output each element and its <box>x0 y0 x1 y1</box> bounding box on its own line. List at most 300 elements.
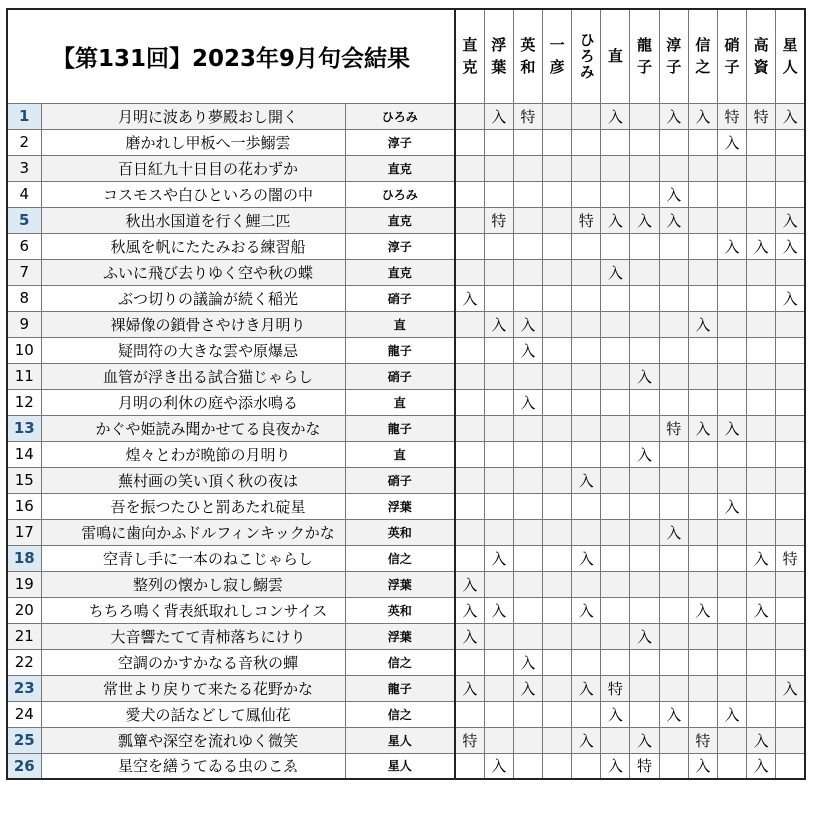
vote-mark <box>688 129 717 155</box>
vote-mark <box>572 701 601 727</box>
vote-mark <box>513 467 542 493</box>
haiku-text: かぐや姫読み聞かせてる良夜かな <box>95 419 321 438</box>
haiku-text: 煌々とわが晩節の月明り <box>125 445 291 464</box>
haiku-text: コスモスや白ひといろの闇の中 <box>102 185 313 204</box>
row-number: 2 <box>7 129 41 155</box>
vote-mark <box>630 259 659 285</box>
author-name: 淳子 <box>345 129 455 155</box>
author-name: 硝子 <box>345 285 455 311</box>
vote-mark <box>601 597 630 623</box>
vote-mark <box>572 649 601 675</box>
vote-mark <box>659 571 688 597</box>
vote-mark <box>484 337 513 363</box>
vote-mark <box>543 519 572 545</box>
haiku-text: 大音響たてて青柿落ちにけり <box>110 627 306 646</box>
haiku-cell <box>41 493 345 519</box>
vote-mark <box>455 389 484 415</box>
vote-mark <box>747 181 776 207</box>
vote-mark: 入 <box>513 337 542 363</box>
vote-mark <box>601 571 630 597</box>
vote-mark: 入 <box>484 597 513 623</box>
row-number: 25 <box>7 727 41 753</box>
judge-header <box>601 9 630 103</box>
author-name: 龍子 <box>345 337 455 363</box>
vote-mark <box>776 441 805 467</box>
vote-mark <box>484 155 513 181</box>
vote-mark <box>455 519 484 545</box>
row-number: 19 <box>7 571 41 597</box>
vote-mark <box>484 259 513 285</box>
vote-mark <box>747 441 776 467</box>
author-name: 直 <box>345 441 455 467</box>
vote-mark <box>455 415 484 441</box>
vote-mark <box>513 519 542 545</box>
vote-mark <box>572 311 601 337</box>
row-number: 4 <box>7 181 41 207</box>
vote-mark <box>484 519 513 545</box>
vote-mark <box>484 233 513 259</box>
vote-mark <box>543 441 572 467</box>
vote-mark <box>601 181 630 207</box>
vote-mark <box>513 415 542 441</box>
row-number: 20 <box>7 597 41 623</box>
vote-mark <box>455 103 484 129</box>
vote-mark <box>484 493 513 519</box>
row-number: 9 <box>7 311 41 337</box>
vote-mark: 入 <box>688 597 717 623</box>
row-number: 5 <box>7 207 41 233</box>
vote-mark <box>455 259 484 285</box>
vote-mark: 入 <box>659 103 688 129</box>
vote-mark <box>484 649 513 675</box>
judge-header <box>455 9 484 103</box>
vote-mark: 入 <box>601 103 630 129</box>
vote-mark <box>455 753 484 779</box>
judge-name-part: 子 <box>666 58 682 77</box>
judge-name-part: 人 <box>782 58 798 77</box>
table-row <box>7 675 805 701</box>
vote-mark <box>572 155 601 181</box>
vote-mark <box>747 207 776 233</box>
author-name: 龍子 <box>345 415 455 441</box>
vote-mark: 入 <box>572 675 601 701</box>
vote-mark: 入 <box>688 103 717 129</box>
judge-header <box>543 9 572 103</box>
haiku-text: 磨かれし甲板へ一歩鰯雲 <box>125 133 291 152</box>
vote-mark <box>717 389 746 415</box>
vote-mark: 入 <box>747 545 776 571</box>
table-row <box>7 623 805 649</box>
haiku-text: ちちろ鳴く背表紙取れしコンサイス <box>88 601 328 620</box>
vote-mark <box>572 103 601 129</box>
haiku-cell <box>41 259 345 285</box>
row-number: 24 <box>7 701 41 727</box>
vote-mark <box>484 415 513 441</box>
vote-mark <box>717 519 746 545</box>
author-name: 信之 <box>345 545 455 571</box>
table-row <box>7 701 805 727</box>
vote-mark <box>630 519 659 545</box>
table-row <box>7 649 805 675</box>
table-row <box>7 519 805 545</box>
vote-mark <box>659 155 688 181</box>
vote-mark <box>630 493 659 519</box>
vote-mark <box>717 337 746 363</box>
vote-mark <box>455 701 484 727</box>
haiku-cell <box>41 545 345 571</box>
vote-mark <box>572 441 601 467</box>
judge-name-part: 葉 <box>491 58 507 77</box>
vote-mark <box>688 207 717 233</box>
vote-mark <box>747 337 776 363</box>
author-name: 硝子 <box>345 363 455 389</box>
vote-mark <box>572 285 601 311</box>
vote-mark <box>513 363 542 389</box>
vote-mark <box>543 545 572 571</box>
haiku-text: 吾を振つたひと罰あたれ碇星 <box>110 497 306 516</box>
vote-mark <box>776 519 805 545</box>
vote-mark: 入 <box>455 597 484 623</box>
vote-mark <box>717 285 746 311</box>
vote-mark <box>717 649 746 675</box>
vote-mark <box>630 285 659 311</box>
vote-mark: 入 <box>717 493 746 519</box>
vote-mark <box>513 129 542 155</box>
vote-mark <box>776 155 805 181</box>
table-row <box>7 545 805 571</box>
haiku-text: ぶつ切りの議論が続く稲光 <box>117 289 298 308</box>
vote-mark <box>601 285 630 311</box>
table-row <box>7 155 805 181</box>
vote-mark: 入 <box>659 207 688 233</box>
vote-mark <box>747 675 776 701</box>
judge-name-part: 一 <box>549 36 565 55</box>
vote-mark: 入 <box>601 207 630 233</box>
vote-mark <box>776 753 805 779</box>
vote-mark <box>717 181 746 207</box>
haiku-text: 空調のかすかなる音秋の蟬 <box>117 653 298 672</box>
haiku-cell <box>41 389 345 415</box>
row-number: 16 <box>7 493 41 519</box>
vote-mark <box>572 415 601 441</box>
haiku-text: 瓢簞や深空を流れゆく微笑 <box>117 731 298 750</box>
row-number: 1 <box>7 103 41 129</box>
vote-mark <box>630 155 659 181</box>
vote-mark <box>688 155 717 181</box>
vote-mark <box>659 311 688 337</box>
vote-mark <box>776 649 805 675</box>
vote-mark <box>776 727 805 753</box>
author-name: 淳子 <box>345 233 455 259</box>
haiku-cell <box>41 519 345 545</box>
vote-mark <box>717 623 746 649</box>
vote-mark <box>747 311 776 337</box>
vote-mark <box>688 441 717 467</box>
author-name: 信之 <box>345 649 455 675</box>
vote-mark <box>513 259 542 285</box>
vote-mark <box>455 441 484 467</box>
judge-header <box>776 9 805 103</box>
vote-mark <box>601 233 630 259</box>
haiku-cell <box>41 207 345 233</box>
vote-mark <box>484 701 513 727</box>
vote-mark <box>630 389 659 415</box>
vote-mark: 入 <box>572 597 601 623</box>
vote-mark: 入 <box>776 285 805 311</box>
vote-mark <box>543 727 572 753</box>
page-title: 【第131回】2023年9月句会結果 <box>7 9 455 103</box>
vote-mark <box>455 363 484 389</box>
haiku-cell <box>41 415 345 441</box>
vote-mark <box>543 623 572 649</box>
author-name: 龍子 <box>345 675 455 701</box>
vote-mark <box>601 363 630 389</box>
vote-mark: 入 <box>776 675 805 701</box>
vote-mark: 入 <box>717 129 746 155</box>
haiku-text: 蕪村画の笑い頂く秋の夜は <box>117 471 298 490</box>
vote-mark <box>747 129 776 155</box>
vote-mark <box>688 259 717 285</box>
judge-name-part: 信 <box>695 36 711 55</box>
vote-mark <box>659 727 688 753</box>
vote-mark <box>601 727 630 753</box>
vote-mark <box>659 597 688 623</box>
haiku-text: 月明に波あり夢殿おし開く <box>117 107 298 126</box>
vote-mark: 入 <box>776 207 805 233</box>
vote-mark <box>717 441 746 467</box>
vote-mark <box>630 181 659 207</box>
haiku-cell <box>41 701 345 727</box>
vote-mark <box>601 441 630 467</box>
haiku-cell <box>41 597 345 623</box>
vote-mark <box>717 311 746 337</box>
vote-mark: 入 <box>484 545 513 571</box>
judge-header <box>747 9 776 103</box>
haiku-cell <box>41 623 345 649</box>
row-number: 15 <box>7 467 41 493</box>
row-number: 26 <box>7 753 41 779</box>
vote-mark <box>688 285 717 311</box>
row-number: 7 <box>7 259 41 285</box>
haiku-text: ふいに飛び去りゆく空や秋の蝶 <box>102 263 313 282</box>
vote-mark <box>455 181 484 207</box>
vote-mark <box>572 623 601 649</box>
author-name: 直克 <box>345 259 455 285</box>
vote-mark <box>543 285 572 311</box>
vote-mark <box>601 389 630 415</box>
vote-mark: 入 <box>776 233 805 259</box>
vote-mark: 入 <box>601 753 630 779</box>
judge-name-part: 彦 <box>549 58 565 77</box>
vote-mark <box>717 467 746 493</box>
vote-mark <box>630 675 659 701</box>
haiku-cell <box>41 649 345 675</box>
vote-mark <box>543 207 572 233</box>
vote-mark <box>776 337 805 363</box>
author-name: 浮葉 <box>345 493 455 519</box>
vote-mark <box>659 467 688 493</box>
vote-mark <box>513 545 542 571</box>
vote-mark <box>543 259 572 285</box>
judge-name-part: 克 <box>462 58 478 77</box>
vote-mark <box>455 545 484 571</box>
judge-name-part: ひろみ <box>577 32 596 81</box>
table-row <box>7 129 805 155</box>
vote-mark <box>572 753 601 779</box>
vote-mark <box>717 259 746 285</box>
table-row <box>7 493 805 519</box>
vote-mark <box>659 129 688 155</box>
haiku-text: 秋出水国道を行く鯉二匹 <box>125 211 291 230</box>
haiku-text: 空青し手に一本のねこじゃらし <box>102 549 313 568</box>
haiku-cell <box>41 675 345 701</box>
author-name: 硝子 <box>345 467 455 493</box>
table-row <box>7 441 805 467</box>
haiku-cell <box>41 155 345 181</box>
haiku-cell <box>41 363 345 389</box>
haiku-cell <box>41 337 345 363</box>
vote-mark <box>659 337 688 363</box>
row-number: 17 <box>7 519 41 545</box>
row-number: 14 <box>7 441 41 467</box>
vote-mark <box>659 363 688 389</box>
vote-mark <box>572 493 601 519</box>
vote-mark: 入 <box>717 233 746 259</box>
vote-mark: 入 <box>688 311 717 337</box>
vote-mark <box>747 155 776 181</box>
vote-mark: 入 <box>747 753 776 779</box>
table-row <box>7 337 805 363</box>
vote-mark <box>688 181 717 207</box>
haiku-text: 百日紅九十日目の花わずか <box>117 159 298 178</box>
vote-mark <box>572 389 601 415</box>
results-table <box>6 8 806 780</box>
vote-mark <box>630 545 659 571</box>
judge-name-part: 直 <box>607 47 623 66</box>
vote-mark: 特 <box>601 675 630 701</box>
haiku-cell <box>41 311 345 337</box>
vote-mark <box>455 207 484 233</box>
judge-name-part: 浮 <box>491 36 507 55</box>
vote-mark <box>513 155 542 181</box>
row-number: 12 <box>7 389 41 415</box>
vote-mark <box>513 207 542 233</box>
vote-mark <box>543 233 572 259</box>
judge-header <box>688 9 717 103</box>
haiku-cell <box>41 727 345 753</box>
judge-name-part: 之 <box>695 58 711 77</box>
vote-mark <box>747 493 776 519</box>
vote-mark <box>659 285 688 311</box>
table-row <box>7 467 805 493</box>
judge-name-part: 星 <box>782 36 798 55</box>
vote-mark <box>543 675 572 701</box>
vote-mark: 入 <box>455 623 484 649</box>
vote-mark <box>601 493 630 519</box>
vote-mark: 入 <box>747 597 776 623</box>
vote-mark <box>747 623 776 649</box>
vote-mark <box>776 259 805 285</box>
vote-mark: 入 <box>688 415 717 441</box>
table-row <box>7 597 805 623</box>
table-row <box>7 311 805 337</box>
vote-mark <box>543 337 572 363</box>
vote-mark <box>455 467 484 493</box>
vote-mark <box>601 545 630 571</box>
vote-mark <box>630 103 659 129</box>
haiku-text: 血管が浮き出る試合猫じゃらし <box>102 367 313 386</box>
vote-mark <box>688 545 717 571</box>
table-row <box>7 389 805 415</box>
vote-mark <box>572 337 601 363</box>
vote-mark <box>455 233 484 259</box>
table-row <box>7 207 805 233</box>
row-number: 21 <box>7 623 41 649</box>
haiku-cell <box>41 103 345 129</box>
row-number: 18 <box>7 545 41 571</box>
vote-mark <box>572 129 601 155</box>
vote-mark <box>484 285 513 311</box>
vote-mark: 入 <box>484 311 513 337</box>
haiku-cell <box>41 129 345 155</box>
table-row <box>7 233 805 259</box>
vote-mark: 入 <box>659 701 688 727</box>
vote-mark <box>717 207 746 233</box>
vote-mark: 特 <box>484 207 513 233</box>
vote-mark <box>455 337 484 363</box>
vote-mark: 特 <box>776 545 805 571</box>
judge-header <box>484 9 513 103</box>
vote-mark: 入 <box>747 727 776 753</box>
vote-mark <box>543 311 572 337</box>
author-name: 直 <box>345 311 455 337</box>
row-number: 13 <box>7 415 41 441</box>
vote-mark: 特 <box>659 415 688 441</box>
vote-mark <box>513 753 542 779</box>
table-row <box>7 363 805 389</box>
author-name: 浮葉 <box>345 623 455 649</box>
vote-mark <box>717 571 746 597</box>
vote-mark: 入 <box>630 441 659 467</box>
vote-mark: 入 <box>484 753 513 779</box>
haiku-cell <box>41 441 345 467</box>
vote-mark <box>543 363 572 389</box>
vote-mark <box>717 727 746 753</box>
vote-mark <box>543 415 572 441</box>
table-row <box>7 103 805 129</box>
vote-mark <box>455 129 484 155</box>
vote-mark: 入 <box>484 103 513 129</box>
judge-name-part: 直 <box>462 36 478 55</box>
vote-mark: 入 <box>455 285 484 311</box>
author-name: ひろみ <box>345 181 455 207</box>
vote-mark <box>601 129 630 155</box>
vote-mark: 入 <box>455 571 484 597</box>
row-number: 11 <box>7 363 41 389</box>
vote-mark <box>688 675 717 701</box>
header-row <box>7 9 805 103</box>
vote-mark <box>747 519 776 545</box>
vote-mark <box>659 493 688 519</box>
vote-mark: 入 <box>776 103 805 129</box>
vote-mark <box>776 389 805 415</box>
judge-header <box>717 9 746 103</box>
vote-mark <box>630 311 659 337</box>
vote-mark <box>659 675 688 701</box>
haiku-text: 裸婦像の鎖骨さやけき月明り <box>110 315 306 334</box>
vote-mark <box>601 415 630 441</box>
vote-mark: 入 <box>513 675 542 701</box>
